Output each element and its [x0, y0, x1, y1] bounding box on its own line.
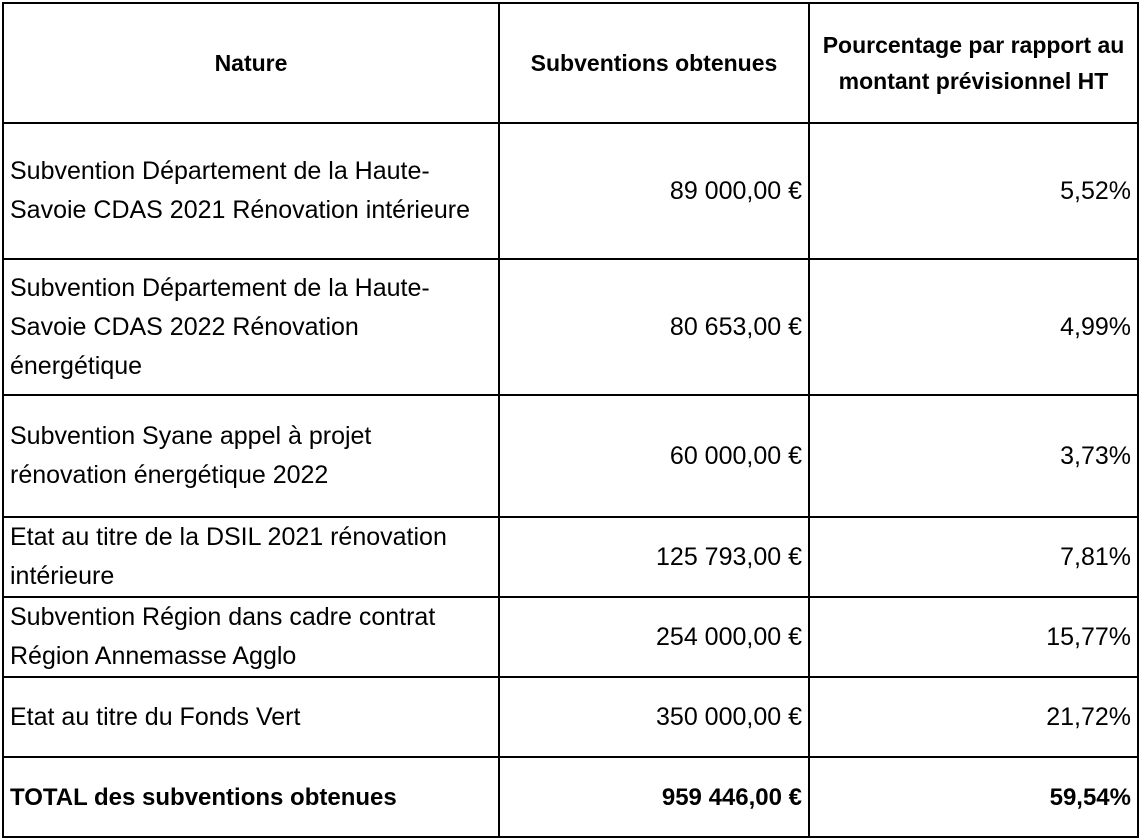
row-label: Subvention Département de la Haute-Savoie CDAS 2022 Rénovation énergétique — [3, 259, 499, 395]
row-percent: 4,99% — [809, 259, 1138, 395]
total-percent: 59,54% — [809, 757, 1138, 837]
row-amount: 254 000,00 € — [499, 597, 809, 677]
header-amount: Subventions obtenues — [499, 3, 809, 123]
table-row — [3, 395, 1138, 517]
row-percent: 21,72% — [809, 677, 1138, 757]
subsidies-table — [2, 2, 1139, 838]
row-amount: 89 000,00 € — [499, 123, 809, 259]
row-label: Etat au titre du Fonds Vert — [3, 677, 499, 757]
row-percent: 7,81% — [809, 517, 1138, 597]
row-amount: 80 653,00 € — [499, 259, 809, 395]
row-amount: 350 000,00 € — [499, 677, 809, 757]
header-percent: Pourcentage par rapport au montant prévisionnel HT — [809, 3, 1138, 123]
row-amount: 125 793,00 € — [499, 517, 809, 597]
row-percent: 15,77% — [809, 597, 1138, 677]
header-row — [3, 3, 1138, 123]
header-nature: Nature — [3, 3, 499, 123]
table-row — [3, 597, 1138, 677]
table-row — [3, 123, 1138, 259]
row-percent: 5,52% — [809, 123, 1138, 259]
row-label: Subvention Syane appel à projet rénovation énergétique 2022 — [3, 395, 499, 517]
total-label: TOTAL des subventions obtenues — [3, 757, 499, 837]
row-percent: 3,73% — [809, 395, 1138, 517]
row-label: Subvention Département de la Haute-Savoie CDAS 2021 Rénovation intérieure — [3, 123, 499, 259]
row-amount: 60 000,00 € — [499, 395, 809, 517]
total-amount: 959 446,00 € — [499, 757, 809, 837]
table-row — [3, 677, 1138, 757]
row-label: Etat au titre de la DSIL 2021 rénovation intérieure — [3, 517, 499, 597]
row-label: Subvention Région dans cadre contrat Région Annemasse Agglo — [3, 597, 499, 677]
total-row — [3, 757, 1138, 837]
table-row — [3, 259, 1138, 395]
table-row — [3, 517, 1138, 597]
